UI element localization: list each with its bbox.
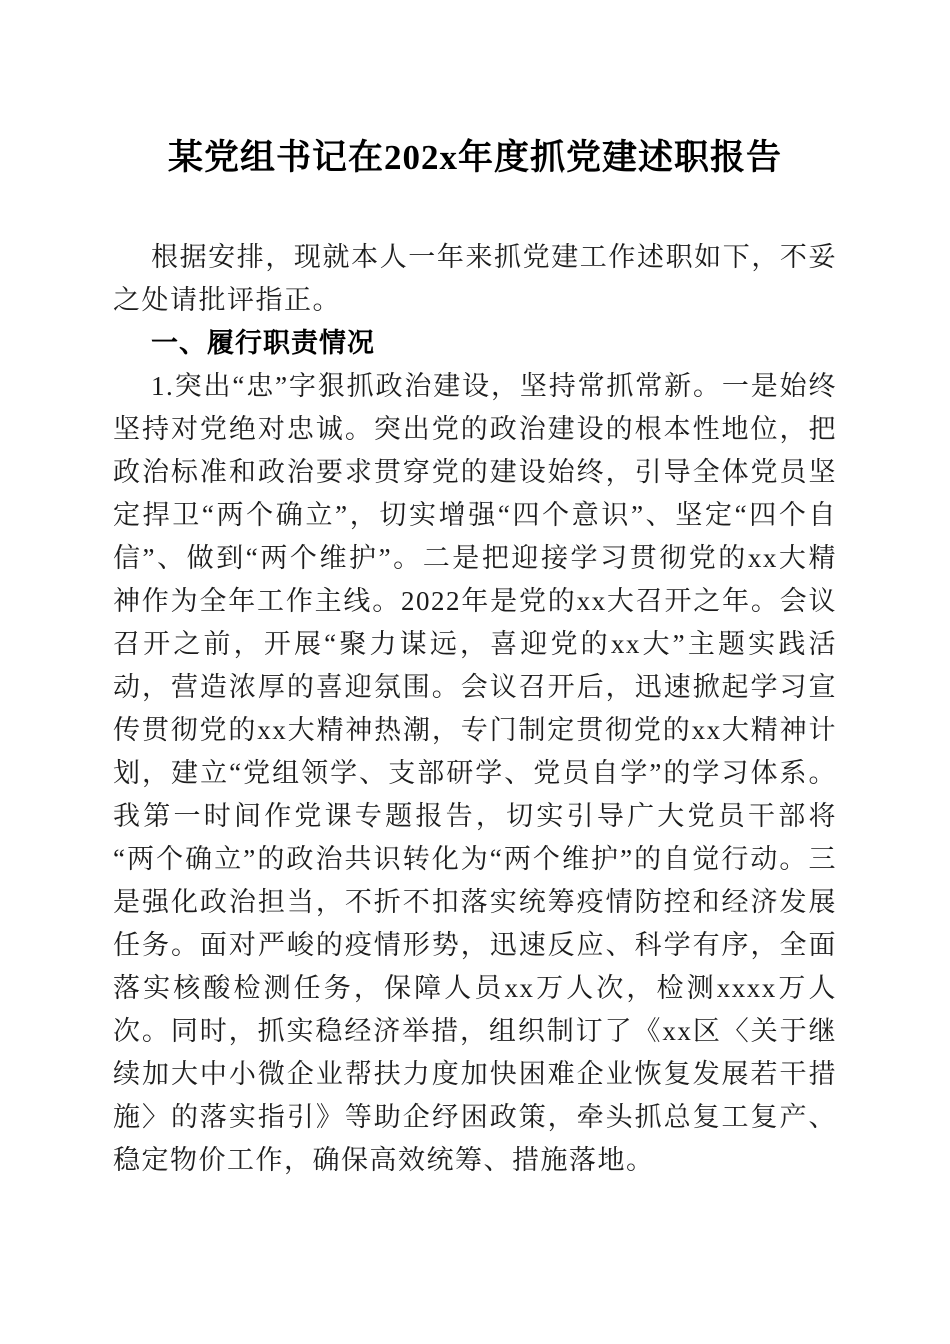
section-heading-duties: 一、履行职责情况 — [151, 328, 375, 358]
document-title: 某党组书记在202x年度抓党建述职报告 — [167, 138, 782, 177]
section-paragraph-political-building: 1.突出“忠”字狠抓政治建设，坚持常抓常新。一是始终坚持对党绝对忠诚。突出党的政治建设的根本性地位，把政治标准和政治要求贯穿党的建设始终，引导全体党员坚定捍卫“两个确立”，切实增强“四个意识”、坚定“四个自信”、做到“两个维护”。二是把迎接学习贯彻党的xx大精神作为全年工作主线。2022年是党的xx大召开之年。会议召开之前，开展“聚力谋远，喜迎党的xx大”主题实践活动，营造浓厚的喜迎氛围。会议召开后，迅速掀起学习宣传贯彻党的xx大精神热潮，专门制定贯彻党的xx大精神计划，建立“党组领学、支部研学、党员自学”的学习体系。我第一时间作党课专题报告，切实引导广大党员干部将“两个确立”的政治共识转化为“两个维护”的自觉行动。三是强化政治担当，不折不扣落实统筹疫情防控和经济发展任务。面对严峻的疫情形势，迅速反应、科学有序，全面落实核酸检测任务，保障人员xx万人次，检测xxxx万人次。同时，抓实稳经济举措，组织制订了《xx区〈关于继续加大中小微企业帮扶力度加快困难企业恢复发展若干措施〉的落实指引》等助企纾困政策，牵头抓总复工复产、稳定物价工作，确保高效统筹、措施落地。 — [113, 371, 837, 1175]
intro-paragraph: 根据安排，现就本人一年来抓党建工作述职如下，不妥之处请批评指正。 — [113, 242, 837, 315]
